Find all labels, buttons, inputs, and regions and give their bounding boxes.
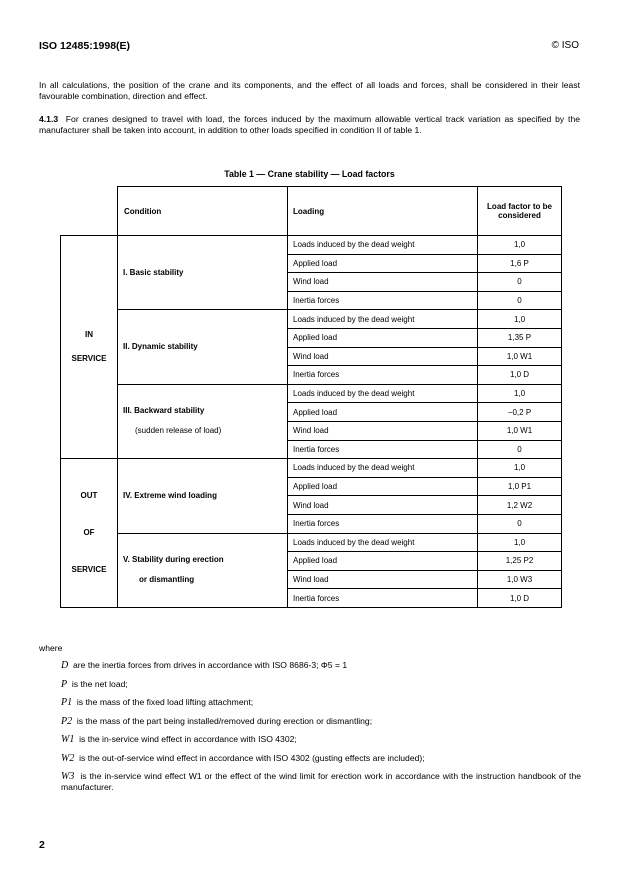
definition-W3 [61, 771, 581, 793]
definition-W1 [61, 734, 581, 745]
condition-title: IV. Extreme wind loading [123, 490, 217, 500]
condition-extreme-wind [118, 459, 288, 533]
factor-cell: 1,0 P1 [478, 477, 562, 496]
symbol: P [61, 678, 68, 690]
symbol: W1 [61, 734, 75, 745]
table-row [61, 310, 562, 329]
factor-cell: 0 [478, 273, 562, 292]
in-service-word-1: IN [85, 330, 93, 340]
factor-cell: 1,0 [478, 236, 562, 255]
symbol: P2 [61, 715, 73, 727]
definition-text: are the inertia forces from drives in accordance with ISO 8686-3; Φ5 = 1 [73, 660, 348, 670]
condition-erection-dismantling [118, 533, 288, 607]
out-of-service-word-3: SERVICE [71, 565, 107, 574]
condition-title: II. Dynamic stability [123, 342, 198, 352]
factor-cell: 1,0 [478, 459, 562, 478]
factor-cell: 1,0 [478, 533, 562, 552]
factor-cell: 1,0 [478, 310, 562, 329]
definition-D [61, 660, 581, 671]
definition-text: is the mass of the part being installed/removed during erection or dismantling; [76, 715, 373, 726]
condition-subtitle: (sudden release of load) [135, 426, 222, 436]
symbol-definitions [61, 660, 581, 801]
clause-number: 4.1.3 [39, 114, 59, 124]
factor-cell: 0 [478, 514, 562, 533]
load-factor-table [60, 186, 562, 608]
loading-cell: Loads induced by the dead weight [288, 236, 478, 255]
condition-backward-stability [118, 384, 288, 458]
loading-cell: Wind load [288, 421, 478, 440]
definition-P1 [61, 697, 581, 708]
column-header-load-factor: Load factor to be considered [478, 187, 562, 236]
loading-cell: Loads induced by the dead weight [288, 384, 478, 403]
symbol: P1 [61, 697, 73, 708]
condition-basic-stability [118, 236, 288, 310]
blank-corner-cell [61, 187, 118, 236]
table-title: Table 1 — Crane stability — Load factors [224, 169, 395, 179]
condition-title: I. Basic stability [123, 267, 184, 277]
in-service-label [61, 236, 118, 459]
table-row [61, 533, 562, 552]
factor-cell: 1,0 W3 [478, 570, 562, 589]
factor-cell: 1,0 D [478, 589, 562, 608]
table-row [61, 459, 562, 478]
definition-text: is the in-service wind effect W1 or the effect of the wind limit for erection work in accordance with the instruction handbook of the manufacturer. [61, 771, 582, 792]
copyright-mark: © ISO [551, 40, 579, 51]
loading-cell: Loads induced by the dead weight [288, 533, 478, 552]
factor-cell: 1,2 W2 [478, 496, 562, 515]
factor-cell: 1,6 P [478, 254, 562, 273]
loading-cell: Inertia forces [288, 291, 478, 310]
loading-cell: Applied load [288, 403, 478, 422]
table-header-row [61, 187, 562, 236]
definition-P [61, 679, 581, 690]
factor-cell: 1,25 P2 [478, 552, 562, 571]
loading-cell: Inertia forces [288, 440, 478, 459]
loading-cell: Applied load [288, 328, 478, 347]
page-number: 2 [39, 839, 45, 851]
factor-cell: 1,0 [478, 384, 562, 403]
loading-cell: Wind load [288, 496, 478, 515]
factor-cell: 1,35 P [478, 328, 562, 347]
definition-text: is the out-of-service wind effect in accordance with ISO 4302 (gusting effects are included); [79, 752, 425, 763]
symbol: D [61, 660, 69, 671]
loading-cell: Applied load [288, 552, 478, 571]
condition-subtitle: or dismantling [139, 575, 195, 585]
table-row [61, 236, 562, 255]
where-label: where [39, 643, 63, 653]
loading-cell: Wind load [288, 347, 478, 366]
factor-cell: 0 [478, 291, 562, 310]
out-of-service-label [61, 459, 118, 608]
column-header-condition: Condition [118, 187, 288, 236]
loading-cell: Wind load [288, 273, 478, 292]
loading-cell: Wind load [288, 570, 478, 589]
loading-cell: Loads induced by the dead weight [288, 310, 478, 329]
definition-P2 [61, 716, 581, 727]
loading-cell: Inertia forces [288, 366, 478, 385]
clause-text: For cranes designed to travel with load, the forces induced by the maximum allowable vertical track variation as specified by the manufacturer shall be taken into account, in addition to other loads specified in condition II of table 1. [39, 114, 580, 135]
factor-cell: 1,0 W1 [478, 347, 562, 366]
in-service-word-2: SERVICE [71, 354, 107, 364]
loading-cell: Inertia forces [288, 589, 478, 608]
paragraph-4-1-3 [39, 114, 580, 135]
symbol: W2 [61, 752, 75, 764]
factor-cell: 1,0 D [478, 366, 562, 385]
factor-cell: 0 [478, 440, 562, 459]
document-id: ISO 12485:1998(E) [39, 40, 131, 52]
condition-title: III. Backward stability [123, 406, 205, 416]
definition-W2 [61, 753, 581, 764]
factor-cell: 1,0 W1 [478, 421, 562, 440]
out-of-service-word-1: OUT [80, 491, 98, 500]
paragraph-positioning: In all calculations, the position of the crane and its components, and the effect of all loads and forces, shall be considered in their least favourable combination, direction and effect. [39, 80, 580, 101]
definition-text: is the net load; [71, 678, 128, 689]
symbol: W3 [61, 771, 75, 782]
loading-cell: Applied load [288, 254, 478, 273]
condition-dynamic-stability [118, 310, 288, 384]
factor-cell: −0,2 P [478, 403, 562, 422]
loading-cell: Loads induced by the dead weight [288, 459, 478, 478]
definition-text: is the in-service wind effect in accordance with ISO 4302; [79, 734, 297, 744]
loading-cell: Applied load [288, 477, 478, 496]
column-header-loading: Loading [288, 187, 478, 236]
condition-title: V. Stability during erection [123, 555, 224, 565]
table-row [61, 384, 562, 403]
out-of-service-word-2: OF [83, 528, 95, 537]
definition-text: is the mass of the fixed load lifting attachment; [76, 697, 254, 707]
loading-cell: Inertia forces [288, 514, 478, 533]
